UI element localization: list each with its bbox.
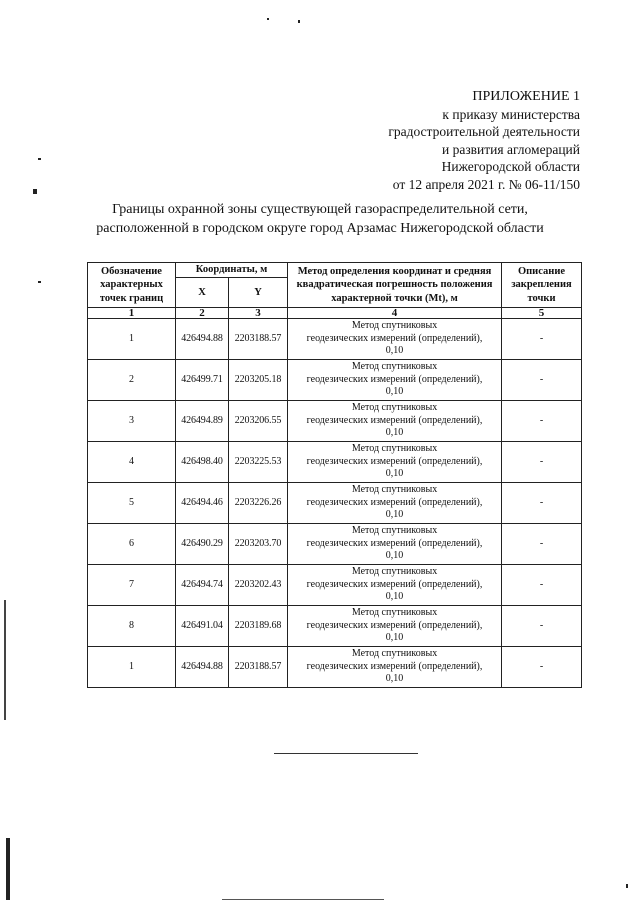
point-number: 7 <box>88 565 176 606</box>
appendix-header <box>260 88 580 193</box>
method-text: геодезических измерений (определений), <box>306 619 483 631</box>
header-line: градостроительной деятельности <box>388 124 580 139</box>
coordinate-x: 426494.89 <box>176 401 229 442</box>
coordinate-x: 426490.29 <box>176 524 229 565</box>
method-cell <box>288 524 502 565</box>
column-number: 5 <box>502 308 582 319</box>
coordinate-x: 426499.71 <box>176 360 229 401</box>
method-text: Метод спутниковых <box>351 566 438 578</box>
coordinate-x: 426498.40 <box>176 442 229 483</box>
method-text: Метод спутниковых <box>351 320 438 332</box>
table-row <box>88 442 582 483</box>
method-text: геодезических измерений (определений), <box>306 537 483 549</box>
scan-speck <box>298 20 300 23</box>
point-number: 6 <box>88 524 176 565</box>
document-title-line: расположенной в городском округе город Арзамас Нижегородской области <box>96 221 544 236</box>
header-description: Описание закрепления точки <box>502 263 582 308</box>
point-description: - <box>502 565 582 606</box>
header-line: Нижегородской области <box>441 159 580 174</box>
method-text: Метод спутниковых <box>351 443 438 455</box>
header-y: Y <box>229 278 288 308</box>
table-row <box>88 524 582 565</box>
header-x: X <box>176 278 229 308</box>
method-error: 0,10 <box>385 550 404 562</box>
method-text: геодезических измерений (определений), <box>306 660 483 672</box>
method-text: геодезических измерений (определений), <box>306 332 483 344</box>
method-cell <box>288 565 502 606</box>
scan-speck <box>626 884 628 888</box>
method-text: геодезических измерений (определений), <box>306 414 483 426</box>
coordinate-y: 2203188.57 <box>229 319 288 360</box>
coordinate-x: 426494.74 <box>176 565 229 606</box>
coordinate-x: 426494.88 <box>176 647 229 688</box>
point-description: - <box>502 524 582 565</box>
method-cell <box>288 401 502 442</box>
method-text: геодезических измерений (определений), <box>306 578 483 590</box>
bottom-rule <box>222 899 384 900</box>
method-cell <box>288 360 502 401</box>
coordinate-y: 2203189.68 <box>229 606 288 647</box>
point-description: - <box>502 647 582 688</box>
header-line: и развития агломераций <box>441 141 580 157</box>
method-error: 0,10 <box>385 632 404 644</box>
table-row <box>88 483 582 524</box>
coordinate-y: 2203225.53 <box>229 442 288 483</box>
method-error: 0,10 <box>385 468 404 480</box>
method-error: 0,10 <box>385 386 404 398</box>
signature-line <box>274 753 418 754</box>
point-number: 3 <box>88 401 176 442</box>
method-cell <box>288 319 502 360</box>
scan-edge-mark <box>4 600 6 720</box>
point-number: 1 <box>88 647 176 688</box>
scan-edge-mark <box>6 838 10 900</box>
table-row <box>88 401 582 442</box>
point-description: - <box>502 442 582 483</box>
table-row <box>88 647 582 688</box>
method-error: 0,10 <box>385 673 404 685</box>
point-number: 5 <box>88 483 176 524</box>
method-cell <box>288 442 502 483</box>
point-number: 2 <box>88 360 176 401</box>
appendix-title: ПРИЛОЖЕНИЕ 1 <box>472 89 580 104</box>
column-number: 4 <box>288 308 502 319</box>
method-text: Метод спутниковых <box>351 525 438 537</box>
coordinate-y: 2203205.18 <box>229 360 288 401</box>
scan-speck <box>33 189 37 194</box>
point-description: - <box>502 360 582 401</box>
boundary-points-table <box>87 262 582 688</box>
scan-speck <box>267 18 269 20</box>
table-row <box>88 360 582 401</box>
coordinate-y: 2203203.70 <box>229 524 288 565</box>
method-error: 0,10 <box>385 591 404 603</box>
point-description: - <box>502 606 582 647</box>
scan-speck <box>38 158 41 160</box>
column-number: 2 <box>176 308 229 319</box>
method-text: Метод спутниковых <box>351 484 438 496</box>
method-text: Метод спутниковых <box>351 402 438 414</box>
method-text: геодезических измерений (определений), <box>306 373 483 385</box>
column-number: 3 <box>229 308 288 319</box>
table-row <box>88 565 582 606</box>
header-line: от 12 апреля 2021 г. № 06-11/150 <box>392 176 580 192</box>
point-number: 8 <box>88 606 176 647</box>
document-title-line: Границы охранной зоны существующей газораспределительной сети, <box>112 202 528 217</box>
coordinate-y: 2203226.26 <box>229 483 288 524</box>
scan-speck <box>38 281 41 283</box>
method-text: Метод спутниковых <box>351 648 438 660</box>
method-error: 0,10 <box>385 427 404 439</box>
point-number: 1 <box>88 319 176 360</box>
column-number: 1 <box>88 308 176 319</box>
header-designation: Обозначение характерных точек границ <box>88 263 176 308</box>
coordinate-x: 426494.46 <box>176 483 229 524</box>
point-description: - <box>502 319 582 360</box>
coordinate-y: 2203202.43 <box>229 565 288 606</box>
point-number: 4 <box>88 442 176 483</box>
coordinate-y: 2203206.55 <box>229 401 288 442</box>
method-cell <box>288 483 502 524</box>
method-cell <box>288 606 502 647</box>
header-coordinates: Координаты, м <box>176 263 288 278</box>
point-description: - <box>502 483 582 524</box>
method-error: 0,10 <box>385 345 404 357</box>
method-error: 0,10 <box>385 509 404 521</box>
method-text: Метод спутниковых <box>351 607 438 619</box>
table-row <box>88 319 582 360</box>
point-description: - <box>502 401 582 442</box>
table-row <box>88 606 582 647</box>
coordinate-y: 2203188.57 <box>229 647 288 688</box>
document-title <box>60 200 580 238</box>
coordinate-x: 426494.88 <box>176 319 229 360</box>
header-line: к приказу министерства <box>442 106 580 122</box>
method-cell <box>288 647 502 688</box>
method-text: Метод спутниковых <box>351 361 438 373</box>
coordinate-x: 426491.04 <box>176 606 229 647</box>
method-text: геодезических измерений (определений), <box>306 455 483 467</box>
header-method: Метод определения координат и средняя квадратическая погрешность положения характерной точки (Mt), м <box>288 263 502 308</box>
method-text: геодезических измерений (определений), <box>306 496 483 508</box>
